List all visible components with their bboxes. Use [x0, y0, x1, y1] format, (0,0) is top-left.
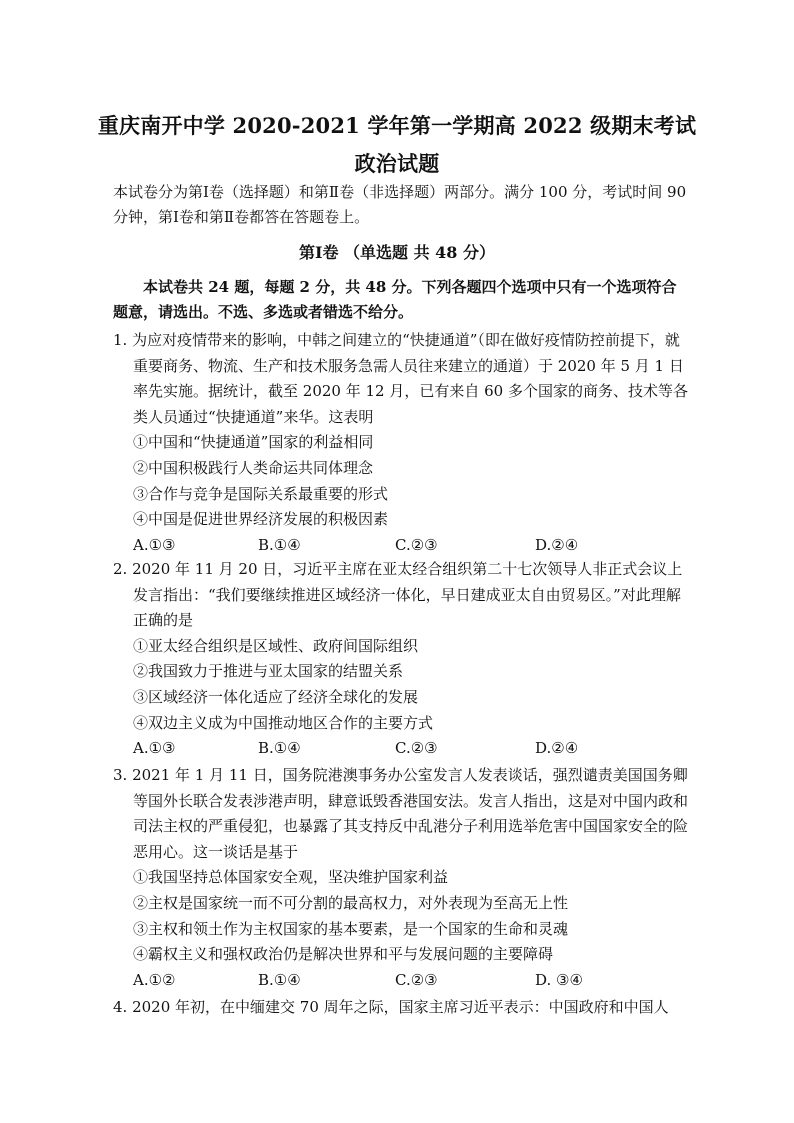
statement-4: ④中国是促进世界经济发展的积极因素 — [133, 510, 389, 529]
choice-d: D. ③④ — [535, 970, 583, 989]
choice-d: D.②④ — [535, 535, 579, 554]
answer-choices — [113, 736, 693, 761]
choice-b: B.①④ — [258, 970, 301, 989]
section-title: 第Ⅰ卷 （单选题 共 48 分） — [298, 243, 496, 262]
question-stem: 4. 2020 年初，在中缅建交 70 周年之际，国家主席习近平表示：中国政府和中国人 — [113, 998, 669, 1016]
statement-3: ③主权和领土作为主权国家的基本要素，是一个国家的生命和灵魂 — [133, 919, 569, 938]
question-2 — [113, 557, 693, 761]
answer-choices — [113, 968, 693, 993]
answer-choices — [113, 533, 693, 558]
choice-c: C.②③ — [395, 535, 438, 554]
statement-4: ④双边主义成为中国推动地区合作的主要方式 — [133, 713, 434, 732]
exam-subtitle: 政治试题 — [354, 151, 440, 176]
choice-a: A.①② — [133, 970, 176, 989]
exam-title: 重庆南开中学 2020-2021 学年第一学期高 2022 级期末考试 — [97, 113, 697, 138]
exam-intro: 本试卷分为第Ⅰ卷（选择题）和第Ⅱ卷（非选择题）两部分。满分 100 分，考试时间 90 分钟，第Ⅰ卷和第Ⅱ卷都答在答题卷上。 — [113, 183, 687, 226]
choice-b: B.①④ — [258, 535, 301, 554]
question-stem: 1. 为应对疫情带来的影响，中韩之间建立的“快捷通道”（即在做好疫情防控前提下，就重要商务、物流、生产和技术服务急需人员往来建立的通道）于 2020 年 5 月 1 日率先实施。据统计，截至 2020 年 12 月，已有来自 60 多个国家的商务、技术等各类人员通过“快捷通道”来华。这表明 — [113, 331, 688, 426]
question-stem: 3. 2021 年 1 月 11 日，国务院港澳事务办公室发言人发表谈话，强烈谴责美国国务卿等国外长联合发表涉港声明，肆意诋毁香港国安法。发言人指出，这是对中国内政和司法主权的严重侵犯，也暴露了其支持反中乱港分子利用选举危害中国国家安全的险恶用心。这一谈话是基于 — [113, 766, 689, 861]
choice-b: B.①④ — [258, 739, 301, 758]
statement-1: ①我国坚持总体国家安全观，坚决维护国家利益 — [133, 868, 449, 887]
question-1 — [113, 328, 693, 558]
choice-a: A.①③ — [133, 535, 176, 554]
statement-2: ②中国积极践行人类命运共同体理念 — [133, 458, 374, 477]
choice-c: C.②③ — [395, 970, 438, 989]
statement-2: ②主权是国家统一而不可分割的最高权力，对外表现为至高无上性 — [133, 893, 569, 912]
statement-4: ④霸权主义和强权政治仍是解决世界和平与发展问题的主要障碍 — [133, 945, 554, 964]
choice-c: C.②③ — [395, 739, 438, 758]
statement-3: ③区域经济一体化适应了经济全球化的发展 — [133, 687, 419, 706]
statement-2: ②我国致力于推进与亚太国家的结盟关系 — [133, 662, 404, 681]
question-stem: 2. 2020 年 11 月 20 日，习近平主席在亚太经合组织第二十七次领导人非正式会议上发言指出：“我们要继续推进区域经济一体化，早日建成亚太自由贸易区。”对此理解正确的是 — [113, 560, 683, 630]
statement-3: ③合作与竞争是国际关系最重要的形式 — [133, 484, 389, 503]
statement-1: ①中国和“快捷通道”国家的利益相同 — [133, 433, 374, 452]
choice-a: A.①③ — [133, 739, 176, 758]
question-3 — [113, 763, 693, 993]
section-instructions: 本试卷共 24 题，每题 2 分，共 48 分。下列各题四个选项中只有一个选项符合题意，请选出。不选、多选或者错选不给分。 — [113, 278, 677, 321]
choice-d: D.②④ — [535, 739, 579, 758]
question-4 — [113, 995, 693, 1021]
statement-1: ①亚太经合组织是区域性、政府间国际组织 — [133, 636, 419, 655]
